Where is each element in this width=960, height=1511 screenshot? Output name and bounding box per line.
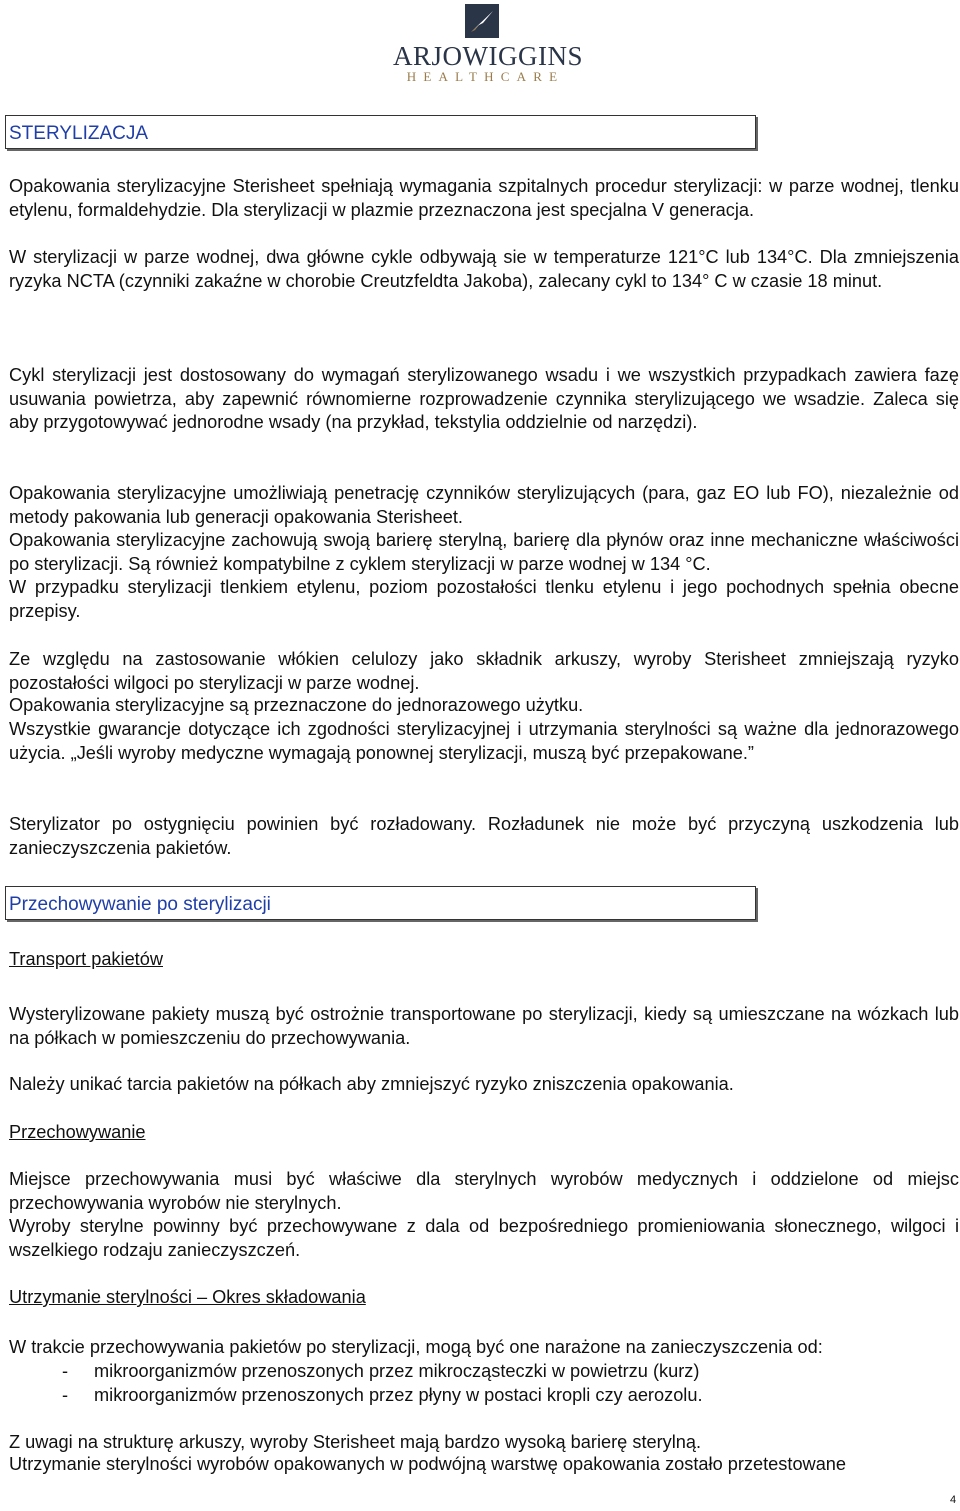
section-header-sterilization (5, 115, 756, 149)
paragraph: Należy unikać tarcia pakietów na półkach aby zmniejszyć ryzyko zniszczenia opakowania. (9, 1074, 734, 1094)
paragraph: Opakowania sterylizacyjne Sterisheet spełniają wymagania szpitalnych procedur sterylizacji: w parze wodnej, tlenku etylenu, formaldehydzie. Dla sterylizacji w plazmie przeznaczona jest specjalna V generacja. (9, 176, 959, 220)
paragraph: Sterylizator po ostygnięciu powinien być rozładowany. Rozładunek nie może być przyczyną uszkodzenia lub zanieczyszczenia pakietów. (9, 814, 959, 858)
logo-wordmark: ARJOWIGGINS (393, 41, 583, 71)
paragraph: W sterylizacji w parze wodnej, dwa główne cykle odbywają sie w temperaturze 121°C lub 134°C. Dla zmniejszenia ryzyka NCTA (czynniki zakaźne w chorobie Creutzfeldta Jakoba), zalecany cykl to 134° C w czasie 18 minut. (9, 247, 959, 291)
company-logo (393, 4, 583, 84)
list-item-text: mikroorganizmów przenoszonych przez płyny w postaci kropli czy aerozolu. (94, 1385, 703, 1405)
subheading-transport: Transport pakietów (9, 949, 163, 969)
paragraph: Cykl sterylizacji jest dostosowany do wymagań sterylizowanego wsadu i we wszystkich przypadkach zawiera fazę usuwania powietrza, aby zapewnić równomierne rozprowadzenie czynnika sterylizującego we wsadzie. Zaleca się aby przygotowywać jednorodne wsady (na przykład, tekstylia oddzielnie od narzędzi). (9, 365, 959, 433)
section-title: Przechowywanie po sterylizacji (9, 894, 271, 915)
section-header-storage (5, 886, 756, 920)
subheading-storage: Przechowywanie (9, 1122, 146, 1142)
paragraph: Miejsce przechowywania musi być właściwe dla sterylnych wyrobów medycznych i oddzielone od miejsc przechowywania wyrobów nie sterylnych. (9, 1169, 959, 1213)
paragraph: Ze względu na zastosowanie włókien celulozy jako składnik arkuszy, wyroby Sterisheet zmniejszają ryzyko pozostałości wilgoci po sterylizacji w parze wodnej. (9, 649, 959, 693)
list-bullet: - (62, 1361, 69, 1381)
paragraph: W trakcie przechowywania pakietów po sterylizacji, mogą być one narażone na zanieczyszczenia od: (9, 1337, 823, 1357)
paragraph: Utrzymanie sterylności wyrobów opakowanych w podwójną warstwę opakowania zostało przetestowane (9, 1454, 847, 1474)
paragraph: Opakowania sterylizacyjne zachowują swoją barierę sterylną, barierę dla płynów oraz inne mechaniczne właściwości po sterylizacji. Są również kompatybilne z cyklem sterylizacji w parze wodnej w 134 °C. (9, 530, 959, 574)
paragraph: Wyroby sterylne powinny być przechowywane z dala od bezpośredniego promieniowania słonecznego, wilgoci i wszelkiego rodzaju zanieczyszczeń. (9, 1216, 959, 1260)
page-number: 4 (950, 1494, 957, 1506)
logo-subtitle: HEALTHCARE (406, 69, 565, 84)
subheading-shelf-life: Utrzymanie sterylności – Okres składowania (9, 1287, 366, 1307)
list-bullet: - (62, 1385, 69, 1405)
paragraph: Wysterylizowane pakiety muszą być ostrożnie transportowane po sterylizacji, kiedy są umieszczane na wózkach lub na półkach w pomieszczeniu do przechowywania. (9, 1004, 959, 1048)
section-title: STERYLIZACJA (9, 123, 149, 144)
paragraph: Opakowania sterylizacyjne są przeznaczone do jednorazowego użytku. (9, 695, 584, 715)
paragraph: Wszystkie gwarancje dotyczące ich zgodności sterylizacyjnej i utrzymania sterylności są ważne dla jednorazowego użycia. „Jeśli wyroby medyczne wymagają ponownej sterylizacji, muszą być przepakowane.” (9, 719, 959, 763)
paragraph: Z uwagi na strukturę arkuszy, wyroby Sterisheet mają bardzo wysoką barierę sterylną. (9, 1432, 702, 1452)
list-item-text: mikroorganizmów przenoszonych przez mikrocząsteczki w powietrzu (kurz) (94, 1361, 700, 1381)
logo-mark-icon (465, 4, 499, 38)
paragraph: W przypadku sterylizacji tlenkiem etylenu, poziom pozostałości tlenku etylenu i jego pochodnych spełnia obecne przepisy. (9, 577, 959, 621)
paragraph: Opakowania sterylizacyjne umożliwiają penetrację czynników sterylizujących (para, gaz EO lub FO), niezależnie od metody pakowania lub generacji opakowania Sterisheet. (9, 483, 959, 527)
